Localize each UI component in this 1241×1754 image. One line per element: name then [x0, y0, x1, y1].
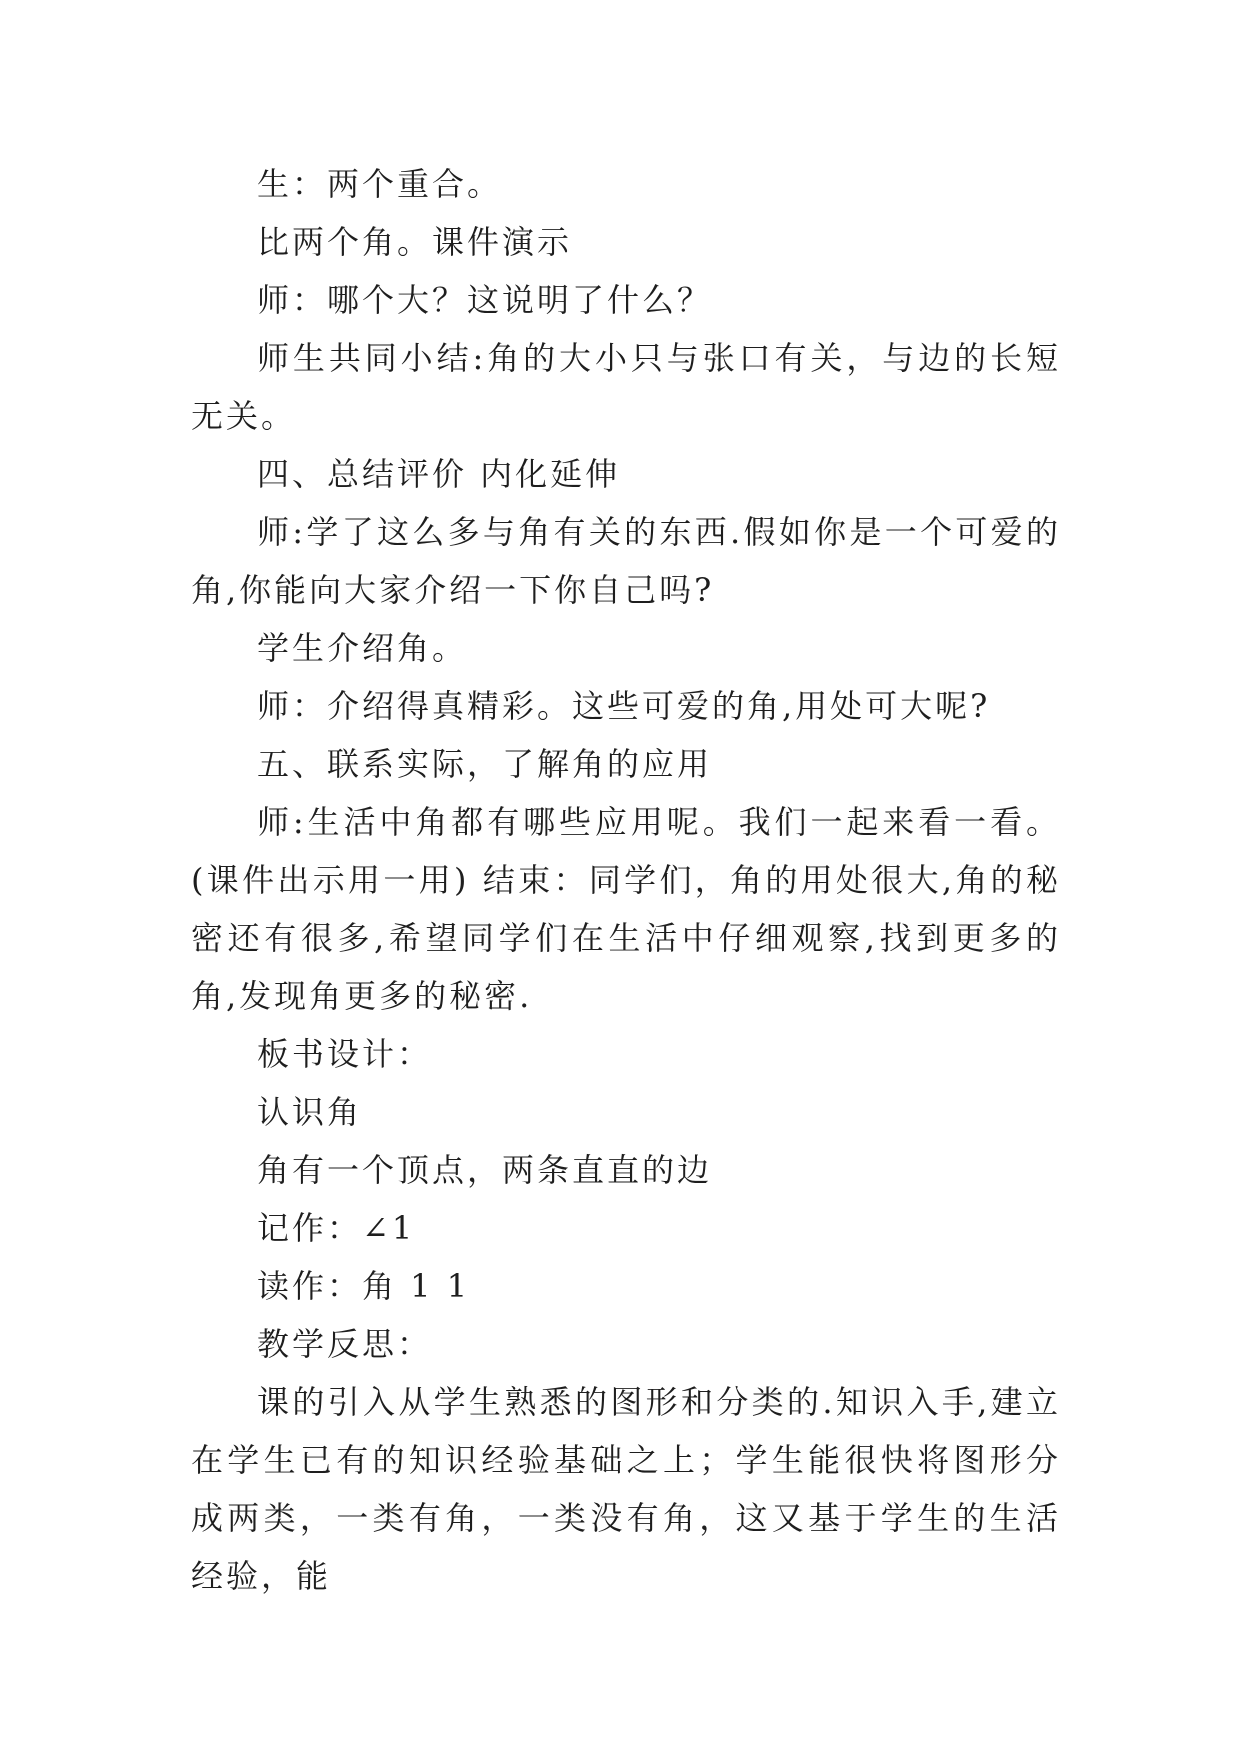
board-design-heading: 板书设计：	[257, 1035, 433, 1073]
paragraph-applications: 师:生活中角都有哪些应用呢。我们一起来看一看。(课件出示用一用) 结束：同学们，角的用处很大,角的秘密还有很多,希望同学们在生活中仔细观察,找到更多的角,发现角更多的秘密.	[191, 803, 1061, 1015]
board-line-title: 认识角	[257, 1093, 363, 1131]
board-line-notation: 记作：∠1	[257, 1209, 416, 1247]
paragraph-teacher-praise: 师：介绍得真精彩。这些可爱的角,用处可大呢?	[257, 687, 991, 725]
paragraph-student-intro: 学生介绍角。	[257, 629, 468, 667]
section-heading-5: 五、联系实际，了解角的应用	[257, 745, 713, 783]
paragraph-teacher-intro: 师:学了这么多与角有关的东西.假如你是一个可爱的角,你能向大家介绍一下你自己吗?	[191, 513, 1061, 609]
paragraph-reflection: 课的引入从学生熟悉的图形和分类的.知识入手,建立在学生已有的知识经验基础之上；学生能很快将图形分成两类，一类有角，一类没有角，这又基于学生的生活经验，能	[191, 1383, 1061, 1595]
board-line-definition: 角有一个顶点，两条直直的边	[257, 1151, 713, 1189]
document-page	[191, 155, 1061, 1605]
paragraph-summary: 师生共同小结:角的大小只与张口有关，与边的长短无关。	[191, 339, 1061, 435]
section-heading-4: 四、总结评价 内化延伸	[257, 455, 621, 493]
board-line-reading: 读作：角 1 1	[257, 1267, 471, 1305]
paragraph-student-overlap: 生：两个重合。	[257, 165, 503, 203]
reflection-heading: 教学反思：	[257, 1325, 433, 1363]
paragraph-compare-angles: 比两个角。课件演示	[257, 223, 573, 261]
paragraph-teacher-question: 师：哪个大？这说明了什么？	[257, 281, 713, 319]
